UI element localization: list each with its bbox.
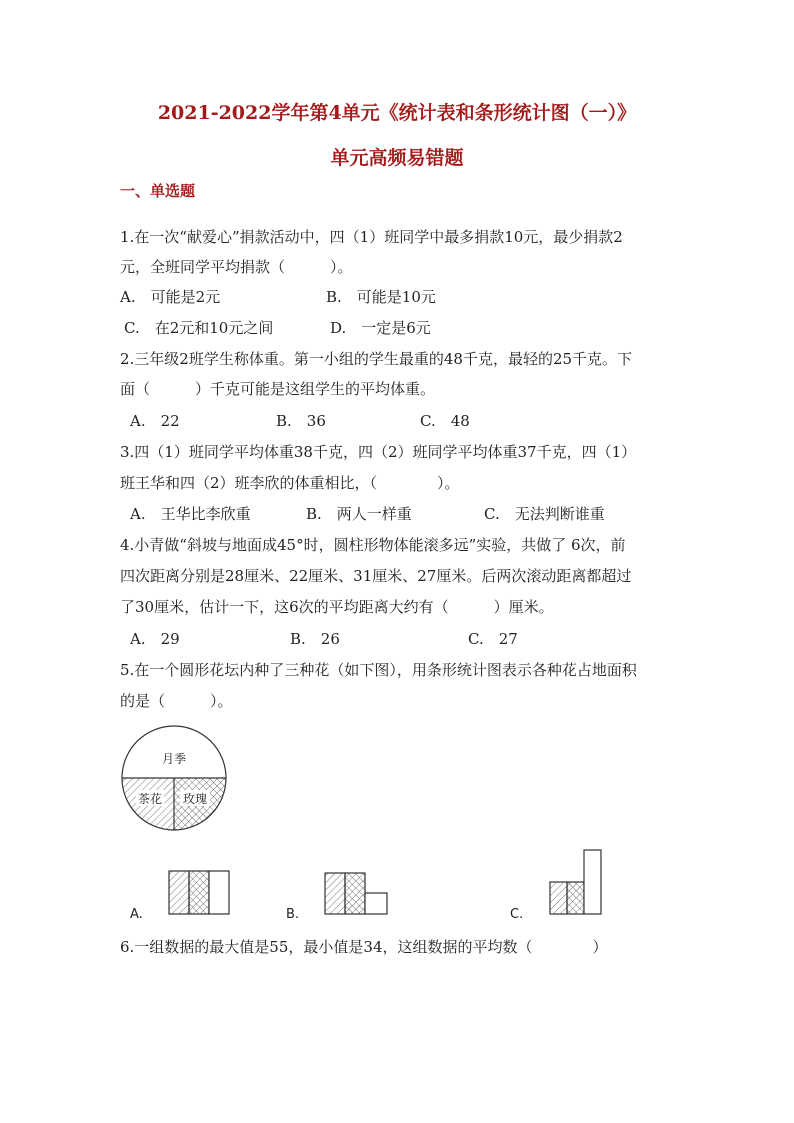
bar-c-2	[567, 882, 584, 914]
q4-line1: 4.小青做“斜坡与地面成45°时，圆柱形物体能滚多远”实验，共做了 6次，前	[120, 536, 626, 554]
bar-b-1	[325, 873, 345, 914]
q5-option-c-label[interactable]: C.	[510, 907, 524, 922]
q1-option-c[interactable]: C. 在2元和10元之间	[124, 319, 274, 337]
q1-option-a[interactable]: A. 可能是2元	[120, 288, 221, 306]
section-heading: 一、单选题	[120, 182, 196, 200]
q1-line1: 1.在一次“献爱心”捐款活动中，四（1）班同学中最多捐款10元，最少捐款2	[120, 228, 623, 246]
q4-line2: 四次距离分别是28厘米、22厘米、31厘米、27厘米。后两次滚动距离都超过	[120, 567, 632, 585]
q5-option-a-label[interactable]: A.	[130, 907, 143, 922]
q4-line3: 了30厘米，估计一下，这6次的平均距离大约有（ ）厘米。	[120, 598, 554, 616]
q3-line2: 班王华和四（2）班李欣的体重相比，（ ）。	[120, 474, 460, 492]
bar-a-3	[209, 871, 229, 914]
q2-option-a[interactable]: A. 22	[130, 412, 180, 430]
bar-a-1	[169, 871, 189, 914]
q3-line1: 3.四（1）班同学平均体重38千克，四（2）班同学平均体重37千克，四（1）	[120, 443, 637, 461]
q5-option-b-label[interactable]: B.	[286, 907, 300, 922]
q1-option-d[interactable]: D. 一定是6元	[330, 319, 431, 337]
q3-option-c[interactable]: C. 无法判断谁重	[484, 505, 605, 523]
q4-option-a[interactable]: A. 29	[130, 630, 180, 648]
q3-option-a[interactable]: A. 王华比李欣重	[130, 505, 251, 523]
q5-option-b-chart[interactable]	[324, 870, 390, 916]
label-meigui: 玫瑰	[182, 792, 208, 806]
q4-option-b[interactable]: B. 26	[290, 630, 340, 648]
doc-title-line2: 单元高频易错题	[330, 147, 464, 169]
q2-line2: 面（ ）千克可能是这组学生的平均体重。	[120, 380, 436, 398]
label-yueji: 月季	[161, 752, 187, 766]
bar-b-3	[365, 893, 387, 914]
q4-option-c[interactable]: C. 27	[468, 630, 518, 648]
label-chahua: 茶花	[137, 792, 163, 806]
q6-line1: 6.一组数据的最大值是55，最小值是34，这组数据的平均数（ ）	[120, 938, 608, 956]
q5-line1: 5.在一个圆形花坛内种了三种花（如下图），用条形统计图表示各种花占地面积	[120, 661, 637, 679]
q2-option-b[interactable]: B. 36	[276, 412, 326, 430]
q3-option-b[interactable]: B. 两人一样重	[306, 505, 412, 523]
q2-line1: 2.三年级2班学生称体重。第一小组的学生最重的48千克，最轻的25千克。下	[120, 350, 633, 368]
q1-line2: 元，全班同学平均捐款（ ）。	[120, 258, 353, 276]
flower-bed-circle-figure	[118, 722, 230, 834]
bar-c-1	[550, 882, 567, 914]
q5-option-a-chart[interactable]	[168, 868, 232, 916]
bar-a-2	[189, 871, 209, 914]
q1-option-b[interactable]: B. 可能是10元	[326, 288, 436, 306]
bar-b-2	[345, 873, 365, 914]
bar-c-3	[584, 850, 601, 914]
q5-line2: 的是（ ）。	[120, 692, 233, 710]
q5-option-c-chart[interactable]	[548, 848, 604, 916]
doc-title-line1: 2021-2022学年第4单元《统计表和条形统计图（一）》	[157, 102, 637, 124]
q2-option-c[interactable]: C. 48	[420, 412, 470, 430]
